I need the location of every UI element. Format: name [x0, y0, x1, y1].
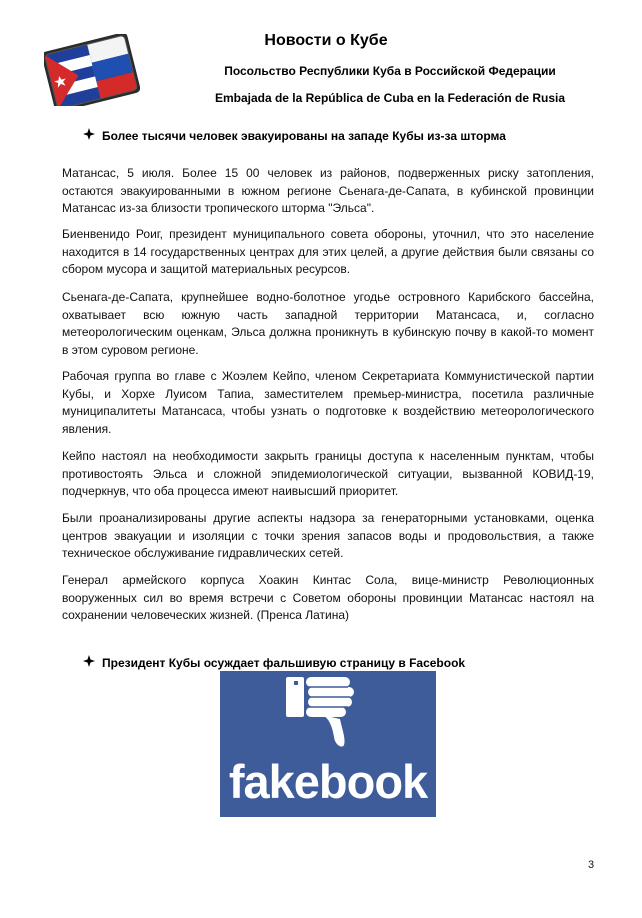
- article-headline: [82, 655, 465, 670]
- paragraph: Сьенага-де-Сапата, крупнейшее водно-болотное угодье островного Карибского бассейна, охватывает всю южную часть западной территории Матансаса, и, согласно метеорологическим оценкам, Эльса должна проникнуть в кубинскую почву в какой-то момент в этом суровом регионе.: [62, 290, 594, 357]
- diamond-bullet-icon: [82, 128, 96, 140]
- paragraph: Кейпо настоял на необходимости закрыть границы доступа к населенным пунктам, чтобы противостоять Эльса и сложной эпидемиологической ситуации, вызванной КОВИД-19, подчеркнув, что оба процесса имеют наивысший приоритет.: [62, 449, 594, 499]
- paragraph: Биенвенидо Роиг, президент муниципального совета обороны, уточнил, что это население находится в 14 государственных центрах для этих целей, а другие действия были связаны со сбором мусора и защитой материальных ресурсов.: [62, 227, 594, 277]
- subtitle-spanish: Embajada de la República de Cuba en la Federación de Rusia: [214, 91, 566, 105]
- fakebook-image: [220, 671, 436, 817]
- paragraph: Генерал армейского корпуса Хоакин Кинтас Сола, вице-министр Революционных вооруженных сил во время встречи с Советом обороны провинции Матансас настоял на сохранении человеческих жизней. (Пренса Латина): [62, 573, 594, 623]
- subtitle-russian: Посольство Республики Куба в Российской Федерации: [224, 64, 556, 78]
- diamond-bullet-icon: [82, 655, 96, 667]
- page-title: Новости о Кубе: [264, 32, 388, 49]
- paragraph: Рабочая группа во главе с Жоэлем Кейпо, членом Секретариата Коммунистической партии Кубы, и Хорхе Луисом Тапиа, заместителем премьер-министра, посетила различные муниципалитеты Матансаса, чтобы узнать о подготовке к воздействию метеорологического явления.: [62, 369, 594, 436]
- paragraph: Матансас, 5 июля. Более 15 00 человек из районов, подверженных риску затопления, остаются эвакуированными в южном регионе Сьенага-де-Сапата, в кубинской провинции Матансас из-за близости тропического шторма "Эльса".: [62, 166, 594, 216]
- article-headline-text: Более тысячи человек эвакуированы на западе Кубы из-за шторма: [102, 129, 506, 143]
- fakebook-wordmark: fakebook: [228, 755, 428, 808]
- article-headline: [82, 128, 506, 143]
- thumbs-down-icon: [282, 675, 374, 753]
- page-number: 3: [588, 859, 595, 871]
- article-headline-text: Президент Кубы осуждает фальшивую страницу в Facebook: [102, 656, 466, 670]
- paragraph: Были проанализированы другие аспекты надзора за генераторными установками, оценка центров эвакуации и изоляции с точки зрения запасов воды и продовольствия, а также техническое обслуживание гидравлических сетей.: [62, 511, 594, 561]
